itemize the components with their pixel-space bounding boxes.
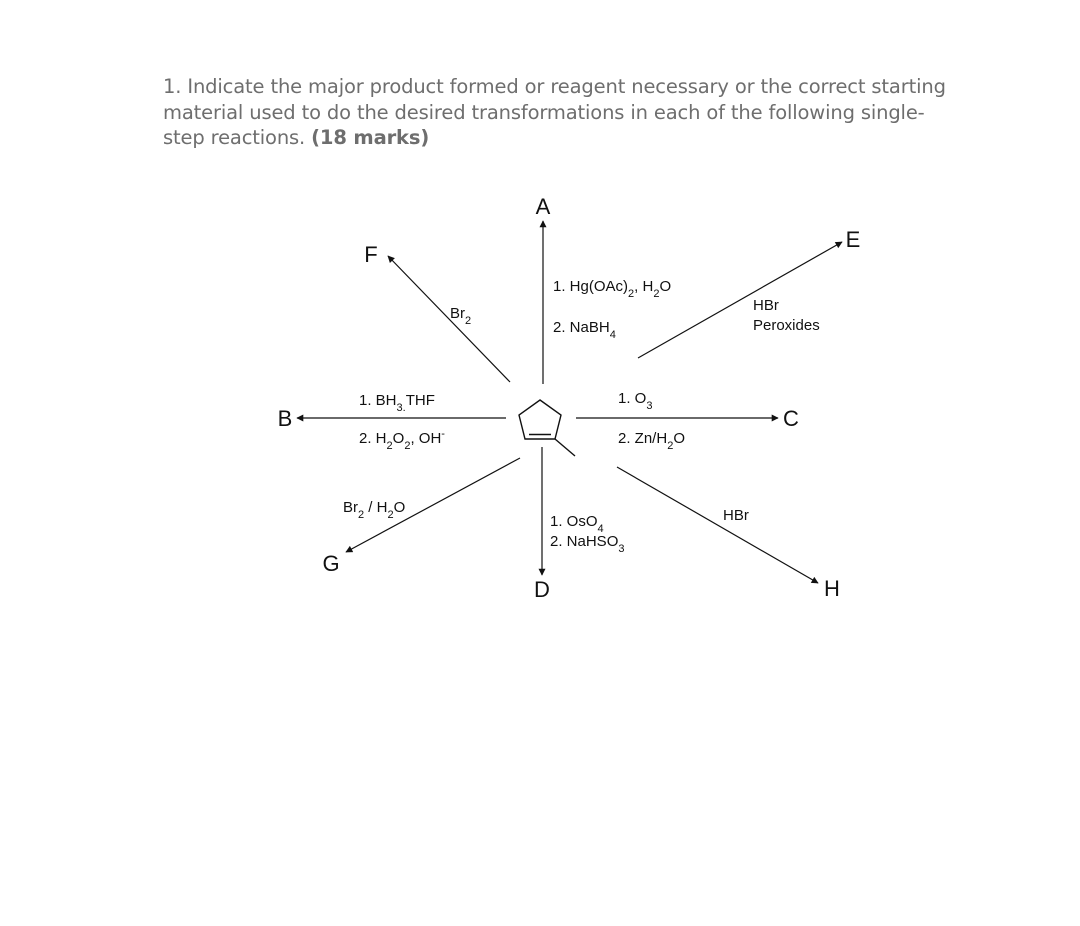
cyclopentene-ring bbox=[519, 400, 561, 439]
label-G: G bbox=[322, 551, 340, 576]
reagent-D-step2: 2. NaHSO$_3$ bbox=[550, 533, 625, 555]
reagent-D-step1: 1. OsO$_4$ bbox=[550, 513, 604, 535]
methylcyclopentene-structure bbox=[519, 400, 575, 456]
reagent-C-step2: 2. $Zn/H_2O$ bbox=[618, 430, 685, 452]
reagent-H: HBr bbox=[723, 507, 749, 524]
reagent-C-step1: 1. $O_3$ bbox=[618, 390, 653, 412]
reagent-A-step1: 1. $Hg(OAc)_2$, $H_2O$ bbox=[553, 278, 672, 300]
label-B: B bbox=[277, 406, 293, 431]
reagent-B-step1: 1. $BH_{3.}THF$ bbox=[359, 392, 435, 414]
label-H: H bbox=[824, 576, 840, 601]
methyl-group bbox=[555, 439, 575, 456]
label-E: E bbox=[845, 227, 861, 252]
question-marks: (18 marks) bbox=[311, 126, 430, 149]
label-C: C bbox=[783, 406, 799, 431]
question-number: 1. bbox=[163, 75, 182, 98]
label-A: A bbox=[535, 194, 551, 219]
label-F: F bbox=[364, 242, 378, 267]
arrow-to-F bbox=[388, 256, 510, 382]
reagent-G: $Br_2 / H_2O$ bbox=[343, 499, 406, 521]
arrow-to-E bbox=[638, 242, 842, 358]
arrow-to-H bbox=[617, 467, 818, 583]
reagent-F: $Br_2$ bbox=[450, 305, 472, 327]
reagent-E-line1: HBr bbox=[753, 297, 779, 314]
reagent-B-step2: 2. $H_2O_2$, OH- bbox=[359, 428, 445, 452]
reagent-E-line2: Peroxides bbox=[753, 317, 820, 334]
reagent-A-step2: 2. NaBH$_4$ bbox=[553, 319, 616, 341]
label-D: D bbox=[534, 577, 550, 602]
question-body: Indicate the major product formed or reagent necessary or the correct starting material used to do the desired transformations in each of the following single-step reactions. bbox=[163, 75, 946, 149]
